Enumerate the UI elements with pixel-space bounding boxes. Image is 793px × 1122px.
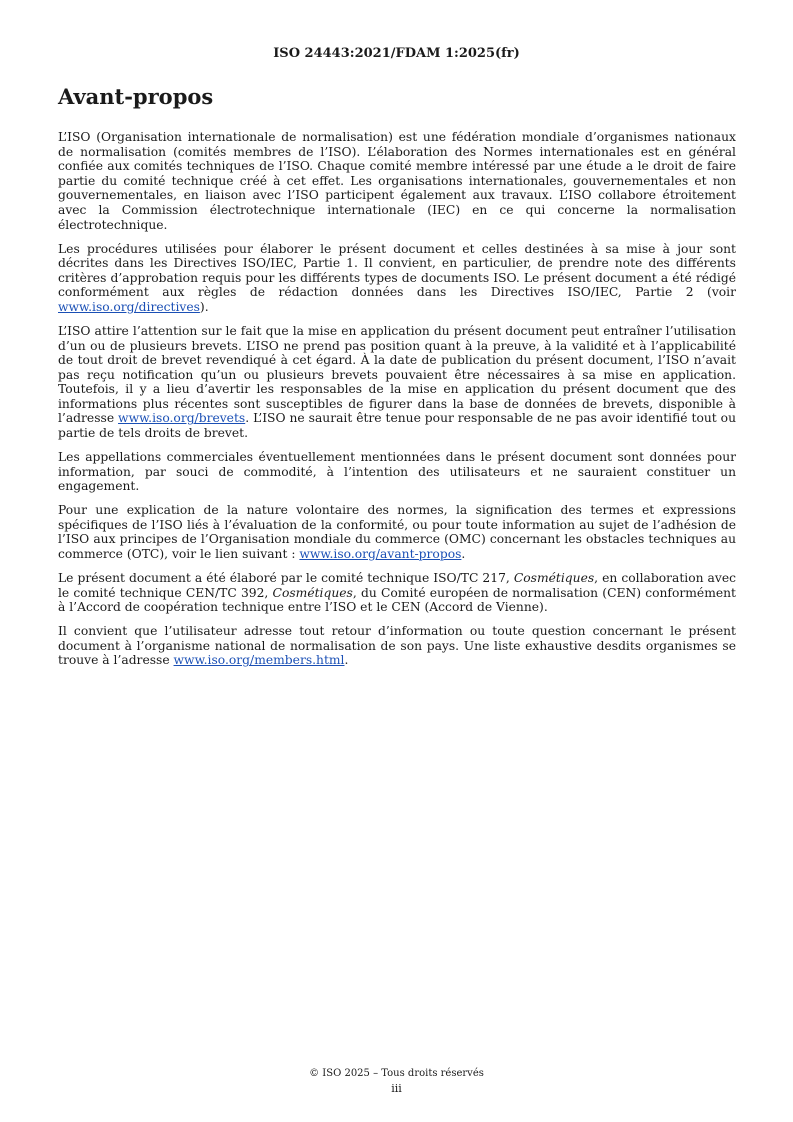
- paragraph-text: , en collaboration avec le comité technique CEN/TC 392,: [58, 570, 736, 600]
- paragraph-text: . L’ISO ne saurait être tenue pour responsable de ne pas avoir identifié tout ou partie de tels droits de brevet.: [58, 411, 736, 441]
- paragraph-committee: [58, 571, 736, 615]
- paragraph-voluntary-nature: [58, 503, 736, 561]
- paragraph-feedback: [58, 624, 736, 668]
- page-title: Avant-propos: [58, 84, 214, 109]
- paragraph-text: .: [344, 653, 349, 668]
- committee-title-italic: Cosmétiques: [272, 585, 353, 600]
- paragraph-text: Le présent document a été élaboré par le comité technique ISO/TC 217,: [58, 570, 514, 585]
- paragraph-iso-intro: L’ISO (Organisation internationale de normalisation) est une fédération mondiale d’organismes nationaux de normalisation (comités membres de l’ISO). L’élaboration des Normes internationales est en général confiée aux comités techniques de l’ISO. Chaque comité membre intéressé par une étude a le droit de faire partie du comité technique créé à cet effet. Les organisations internationales, gouvernementales et non gouvernementales, en liaison avec l’ISO participent également aux travaux. L’ISO collabore étroitement avec la Commission électrotechnique internationale (IEC) en ce qui concerne la normalisation électrotechnique.: [58, 130, 736, 232]
- patents-link[interactable]: www.iso.org/brevets: [118, 411, 246, 426]
- paragraph-procedures: [58, 242, 736, 315]
- paragraph-text: , du Comité européen de normalisation (CEN) conformément à l’Accord de coopération technique entre l’ISO et le CEN (Accord de Vienne).: [58, 585, 736, 615]
- paragraph-trade-names: Les appellations commerciales éventuellement mentionnées dans le présent document sont données pour information, par souci de commodité, à l’intention des utilisateurs et ne sauraient constituer un engagement.: [58, 450, 736, 494]
- paragraph-text: Les procédures utilisées pour élaborer le présent document et celles destinées à sa mise à jour sont décrites dans les Directives ISO/IEC, Partie 1. Il convient, en particulier, de prendre note des différents critères d’approbation requis pour les différents types de documents ISO. Le présent document a été rédigé conformément aux règles de rédaction données dans les Directives ISO/IEC, Partie 2 (voir: [58, 241, 736, 300]
- paragraph-text: L’ISO attire l’attention sur le fait que la mise en application du présent document peut entraîner l’utilisation d’un ou de plusieurs brevets. L’ISO ne prend pas position quant à la preuve, à la validité et à l’applicabilité de tout droit de brevet revendiqué à cet égard. À la date de publication du présent document, l’ISO n’avait pas reçu notification qu’un ou plusieurs brevets pouvaient être nécessaires à sa mise en application. Toutefois, il y a lieu d’avertir les responsables de la mise en application du présent document que des informations plus récentes sont susceptibles de figurer dans la base de données de brevets, disponible à l’adresse: [58, 323, 736, 426]
- paragraph-text: Il convient que l’utilisateur adresse tout retour d’information ou toute question concernant le présent document à l’organisme national de normalisation de son pays. Une liste exhaustive desdits organismes se trouve à l’adresse: [58, 624, 736, 668]
- page-number: iii: [391, 1082, 402, 1095]
- foreword-link[interactable]: www.iso.org/avant-propos: [299, 547, 462, 561]
- document-header: ISO 24443:2021/FDAM 1:2025(fr): [273, 46, 520, 61]
- paragraph-text: Pour une explication de la nature volontaire des normes, la signification des termes et expressions spécifiques de l’ISO liés à l’évaluation de la conformité, ou pour toute information au sujet de l’adhésion de l’ISO aux principes de l’Organisation mondiale du commerce (OMC) concernant les obstacles techniques au commerce (OTC), voir le lien suivant :: [58, 503, 736, 561]
- paragraph-text: .: [461, 547, 466, 561]
- foreword-body: [58, 130, 736, 677]
- directives-link[interactable]: www.iso.org/directives: [58, 299, 200, 314]
- page-footer: [0, 1066, 793, 1096]
- committee-title-italic: Cosmétiques: [513, 570, 595, 585]
- members-link[interactable]: www.iso.org/members.html: [173, 653, 345, 668]
- paragraph-text: ).: [199, 299, 209, 314]
- copyright-notice: © ISO 2025 – Tous droits réservés: [309, 1068, 484, 1079]
- paragraph-patents: [58, 324, 736, 441]
